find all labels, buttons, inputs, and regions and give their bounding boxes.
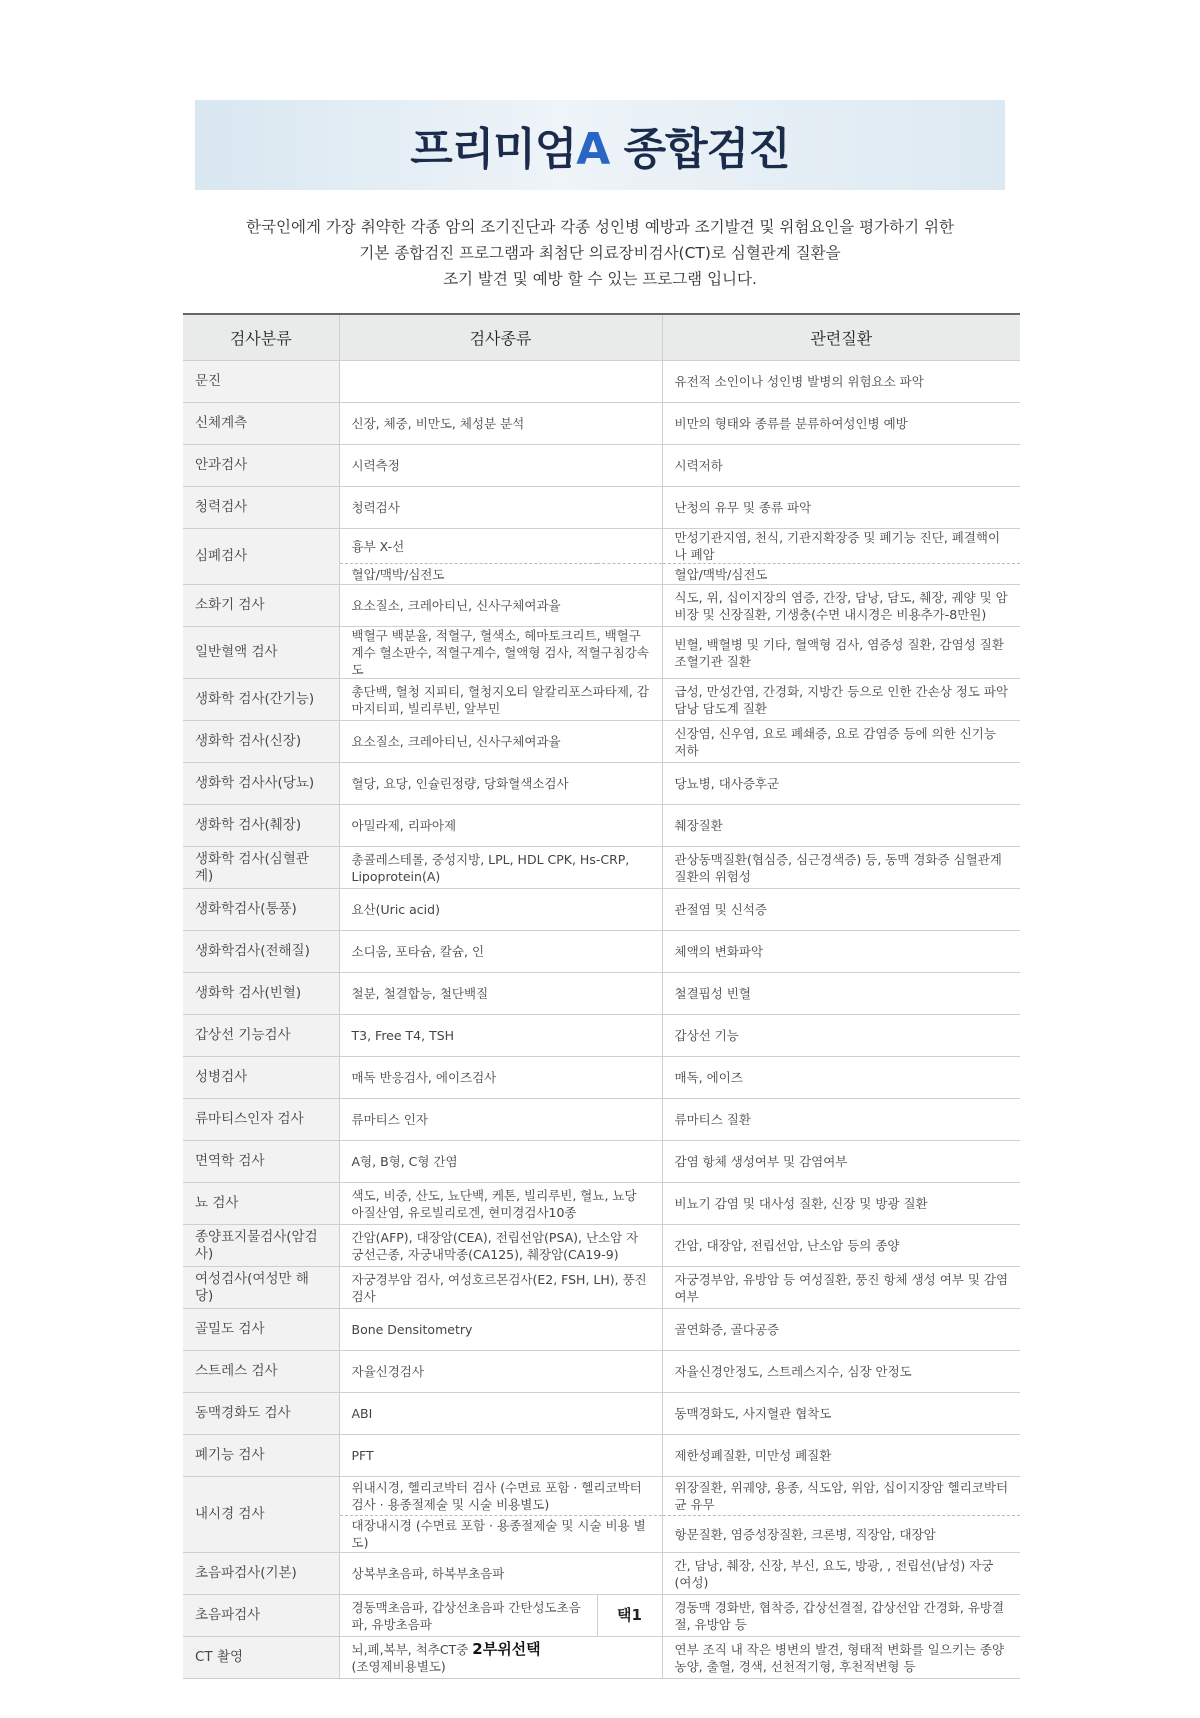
row-test: 혈당, 요당, 인슐린정량, 당화혈색소검사 [339,763,662,805]
page-title [410,113,789,177]
row-category: CT 촬영 [183,1637,339,1679]
ct-test-text: 뇌,폐,복부, 척추CT중 [351,1641,473,1657]
row-disease: 체액의 변화파악 [662,931,1020,973]
table-row [183,1267,1020,1309]
choice-badge: 택1 [597,1595,662,1637]
ct-cost-note: (조영제비용별도) [351,1658,446,1674]
row-disease: 위장질환, 위궤양, 용종, 식도암, 위암, 십이지장암 헬리코박터균 유무 [662,1477,1020,1516]
table-row [183,1015,1020,1057]
table-row [183,1477,1020,1516]
table-row [183,1183,1020,1225]
row-disease: 비뇨기 감염 및 대사성 질환, 신장 및 방광 질환 [662,1183,1020,1225]
row-disease: 췌장질환 [662,805,1020,847]
row-category: 생화학검사(통풍) [183,889,339,931]
table-row [183,679,1020,721]
row-disease: 혈압/맥박/심전도 [662,564,1020,585]
table-row [183,445,1020,487]
row-category: 생화학 검사(심혈관계) [183,847,339,889]
row-test: 혈압/맥박/심전도 [339,564,662,585]
row-disease: 제한성폐질환, 미만성 폐질환 [662,1435,1020,1477]
title-rest: 종합검진 [609,124,790,175]
table-row [183,627,1020,679]
table-header-row [183,314,1020,361]
row-test: 요소질소, 크레아티닌, 신사구체여과율 [339,585,662,627]
title-accent: A [576,124,610,175]
row-test: 대장내시경 (수면료 포함 · 용종절제술 및 시술 비용 별도) [339,1516,662,1553]
row-category: 초음파검사 [183,1595,339,1637]
row-test: 매독 반응검사, 에이즈검사 [339,1057,662,1099]
table-row [183,931,1020,973]
title-banner [195,100,1005,190]
header-test: 검사종류 [339,314,662,361]
row-disease: 철결핍성 빈혈 [662,973,1020,1015]
row-test: 요산(Uric acid) [339,889,662,931]
header-disease: 관련질환 [662,314,1020,361]
table-row [183,1099,1020,1141]
row-disease: 감염 항체 생성여부 및 감염여부 [662,1141,1020,1183]
row-disease: 연부 조직 내 작은 병변의 발견, 형태적 변화를 일으키는 종양 농양, 출혈, 경색, 선천적기형, 후천적변형 등 [662,1637,1020,1679]
row-category: 심폐검사 [183,529,339,585]
row-test: 흉부 X-선 [339,529,662,564]
table-row [183,529,1020,564]
row-test: ABI [339,1393,662,1435]
row-category: 소화기 검사 [183,585,339,627]
row-category: 생화학 검사(간기능) [183,679,339,721]
row-disease: 급성, 만성간염, 간경화, 지방간 등으로 인한 간손상 정도 파악 담낭 담도계 질환 [662,679,1020,721]
table-row [183,763,1020,805]
row-test: Bone Densitometry [339,1309,662,1351]
table-row [183,721,1020,763]
table-row [183,1351,1020,1393]
row-test: 총콜레스테롤, 중성지방, LPL, HDL CPK, Hs-CRP, Lipoprotein(A) [339,847,662,889]
row-disease: 경동맥 경화반, 협착증, 갑상선결절, 갑상선암 간경화, 유방결절, 유방암 등 [662,1595,1020,1637]
table-row [183,1637,1020,1679]
table-row [183,1435,1020,1477]
row-category: 신체계측 [183,403,339,445]
row-disease: 간암, 대장암, 전립선암, 난소암 등의 종양 [662,1225,1020,1267]
row-test: 철분, 철결합능, 철단백질 [339,973,662,1015]
intro-line: 기본 종합검진 프로그램과 최첨단 의료장비검사(CT)로 심혈관계 질환을 [359,244,841,262]
row-test: 신장, 체중, 비만도, 체성분 분석 [339,403,662,445]
row-category: 류마티스인자 검사 [183,1099,339,1141]
checkup-table [183,313,1020,1679]
row-test: 경동맥초음파, 갑상선초음파 간탄성도초음파, 유방초음파 [339,1595,597,1637]
row-test: PFT [339,1435,662,1477]
row-test [339,1637,662,1679]
row-disease: 식도, 위, 십이지장의 염증, 간장, 담낭, 담도, 췌장, 궤양 및 암 비장 및 신장질환, 기생충(수면 내시경은 비용추가-8만원) [662,585,1020,627]
table-row [183,847,1020,889]
row-test: 백혈구 백분율, 적혈구, 혈색소, 헤마토크리트, 백혈구계수 혈소판수, 적혈구계수, 혈액형 검사, 적혈구침강속도 [339,627,662,679]
row-test: A형, B형, C형 간염 [339,1141,662,1183]
row-test: 총단백, 혈청 지피티, 혈청지오티 알칼리포스파타제, 감마지티피, 빌리루빈, 알부민 [339,679,662,721]
row-test: 자율신경검사 [339,1351,662,1393]
row-disease: 만성기관지염, 천식, 기관지확장증 및 폐기능 진단, 폐결핵이나 폐암 [662,529,1020,564]
row-category: 생화학 검사(신장) [183,721,339,763]
table-row [183,1057,1020,1099]
row-test [339,361,662,403]
row-disease: 당뇨병, 대사증후군 [662,763,1020,805]
row-category: 문진 [183,361,339,403]
table-row [183,805,1020,847]
row-test: 요소질소, 크레아티닌, 신사구체여과율 [339,721,662,763]
row-category: 생화학 검사(빈혈) [183,973,339,1015]
intro-line: 한국인에게 가장 취약한 각종 암의 조기진단과 각종 성인병 예방과 조기발견 및 위험요인을 평가하기 위한 [246,218,954,236]
intro-line: 조기 발견 및 예방 할 수 있는 프로그램 입니다. [443,270,757,288]
row-disease: 항문질환, 염증성장질환, 크론병, 직장암, 대장암 [662,1516,1020,1553]
row-category: 동맥경화도 검사 [183,1393,339,1435]
row-test: 아밀라제, 리파아제 [339,805,662,847]
row-disease: 시력저하 [662,445,1020,487]
table-row [183,1309,1020,1351]
row-disease: 매독, 에이즈 [662,1057,1020,1099]
table-row [183,1553,1020,1595]
ct-select-count: 2부위선택 [472,1639,541,1658]
row-category: 여성검사(여성만 해당) [183,1267,339,1309]
row-category: 갑상선 기능검사 [183,1015,339,1057]
table-row [183,403,1020,445]
intro-text [200,214,1000,292]
row-category: 일반혈액 검사 [183,627,339,679]
row-test: 위내시경, 헬리코박터 검사 (수면료 포함 · 헬리코박터검사 · 용종절제술 및 시술 비용별도) [339,1477,662,1516]
row-category: 폐기능 검사 [183,1435,339,1477]
row-disease: 갑상선 기능 [662,1015,1020,1057]
table-row [183,1393,1020,1435]
row-category: 생화학 검사사(당뇨) [183,763,339,805]
row-disease: 골연화증, 골다공증 [662,1309,1020,1351]
row-category: 안과검사 [183,445,339,487]
row-category: 뇨 검사 [183,1183,339,1225]
table-row [183,973,1020,1015]
row-test: 시력측정 [339,445,662,487]
row-category: 성병검사 [183,1057,339,1099]
row-test: 색도, 비중, 산도, 뇨단백, 케톤, 빌리루빈, 혈뇨, 뇨당 아질산염, 유로빌리로겐, 현미경검사10종 [339,1183,662,1225]
title-main: 프리미엄 [410,124,577,175]
row-disease: 동맥경화도, 사지혈관 협착도 [662,1393,1020,1435]
row-disease: 유전적 소인이나 성인병 발병의 위험요소 파악 [662,361,1020,403]
row-category: 생화학 검사(췌장) [183,805,339,847]
row-category: 면역학 검사 [183,1141,339,1183]
row-disease: 비만의 형태와 종류를 분류하여성인병 예방 [662,403,1020,445]
row-disease: 간, 담낭, 췌장, 신장, 부신, 요도, 방광, , 전립선(남성) 자궁(여성) [662,1553,1020,1595]
row-category: 내시경 검사 [183,1477,339,1553]
row-disease: 자율신경안정도, 스트레스지수, 심장 안정도 [662,1351,1020,1393]
row-disease: 자궁경부암, 유방암 등 여성질환, 풍진 항체 생성 여부 및 감염여부 [662,1267,1020,1309]
table-row [183,1225,1020,1267]
row-disease: 신장염, 신우염, 요로 폐쇄증, 요로 감염증 등에 의한 신기능 저하 [662,721,1020,763]
row-test: 류마티스 인자 [339,1099,662,1141]
row-category: 종양표지물검사(암검사) [183,1225,339,1267]
row-test: 상복부초음파, 하복부초음파 [339,1553,662,1595]
row-disease: 난청의 유무 및 종류 파악 [662,487,1020,529]
row-category: 청력검사 [183,487,339,529]
row-test: T3, Free T4, TSH [339,1015,662,1057]
table-row [183,585,1020,627]
table-row [183,1141,1020,1183]
table-row [183,889,1020,931]
row-test: 자궁경부암 검사, 여성호르몬검사(E2, FSH, LH), 풍진검사 [339,1267,662,1309]
row-category: 골밀도 검사 [183,1309,339,1351]
row-test: 소디움, 포타슘, 칼슘, 인 [339,931,662,973]
row-disease: 관상동맥질환(협심증, 심근경색증) 등, 동맥 경화증 심혈관계질환의 위험성 [662,847,1020,889]
row-category: 생화학검사(전해질) [183,931,339,973]
row-test: 청력검사 [339,487,662,529]
table-row [183,487,1020,529]
table-row [183,361,1020,403]
row-disease: 류마티스 질환 [662,1099,1020,1141]
row-disease: 관절염 및 신석증 [662,889,1020,931]
row-disease: 빈혈, 백혈병 및 기타, 혈액형 검사, 염증성 질환, 감염성 질환 조혈기관 질환 [662,627,1020,679]
header-category: 검사분류 [183,314,339,361]
table-row [183,1595,1020,1637]
row-category: 초음파검사(기본) [183,1553,339,1595]
row-test: 간암(AFP), 대장암(CEA), 전립선암(PSA), 난소암 자궁선근종, 자궁내막종(CA125), 췌장암(CA19-9) [339,1225,662,1267]
row-category: 스트레스 검사 [183,1351,339,1393]
